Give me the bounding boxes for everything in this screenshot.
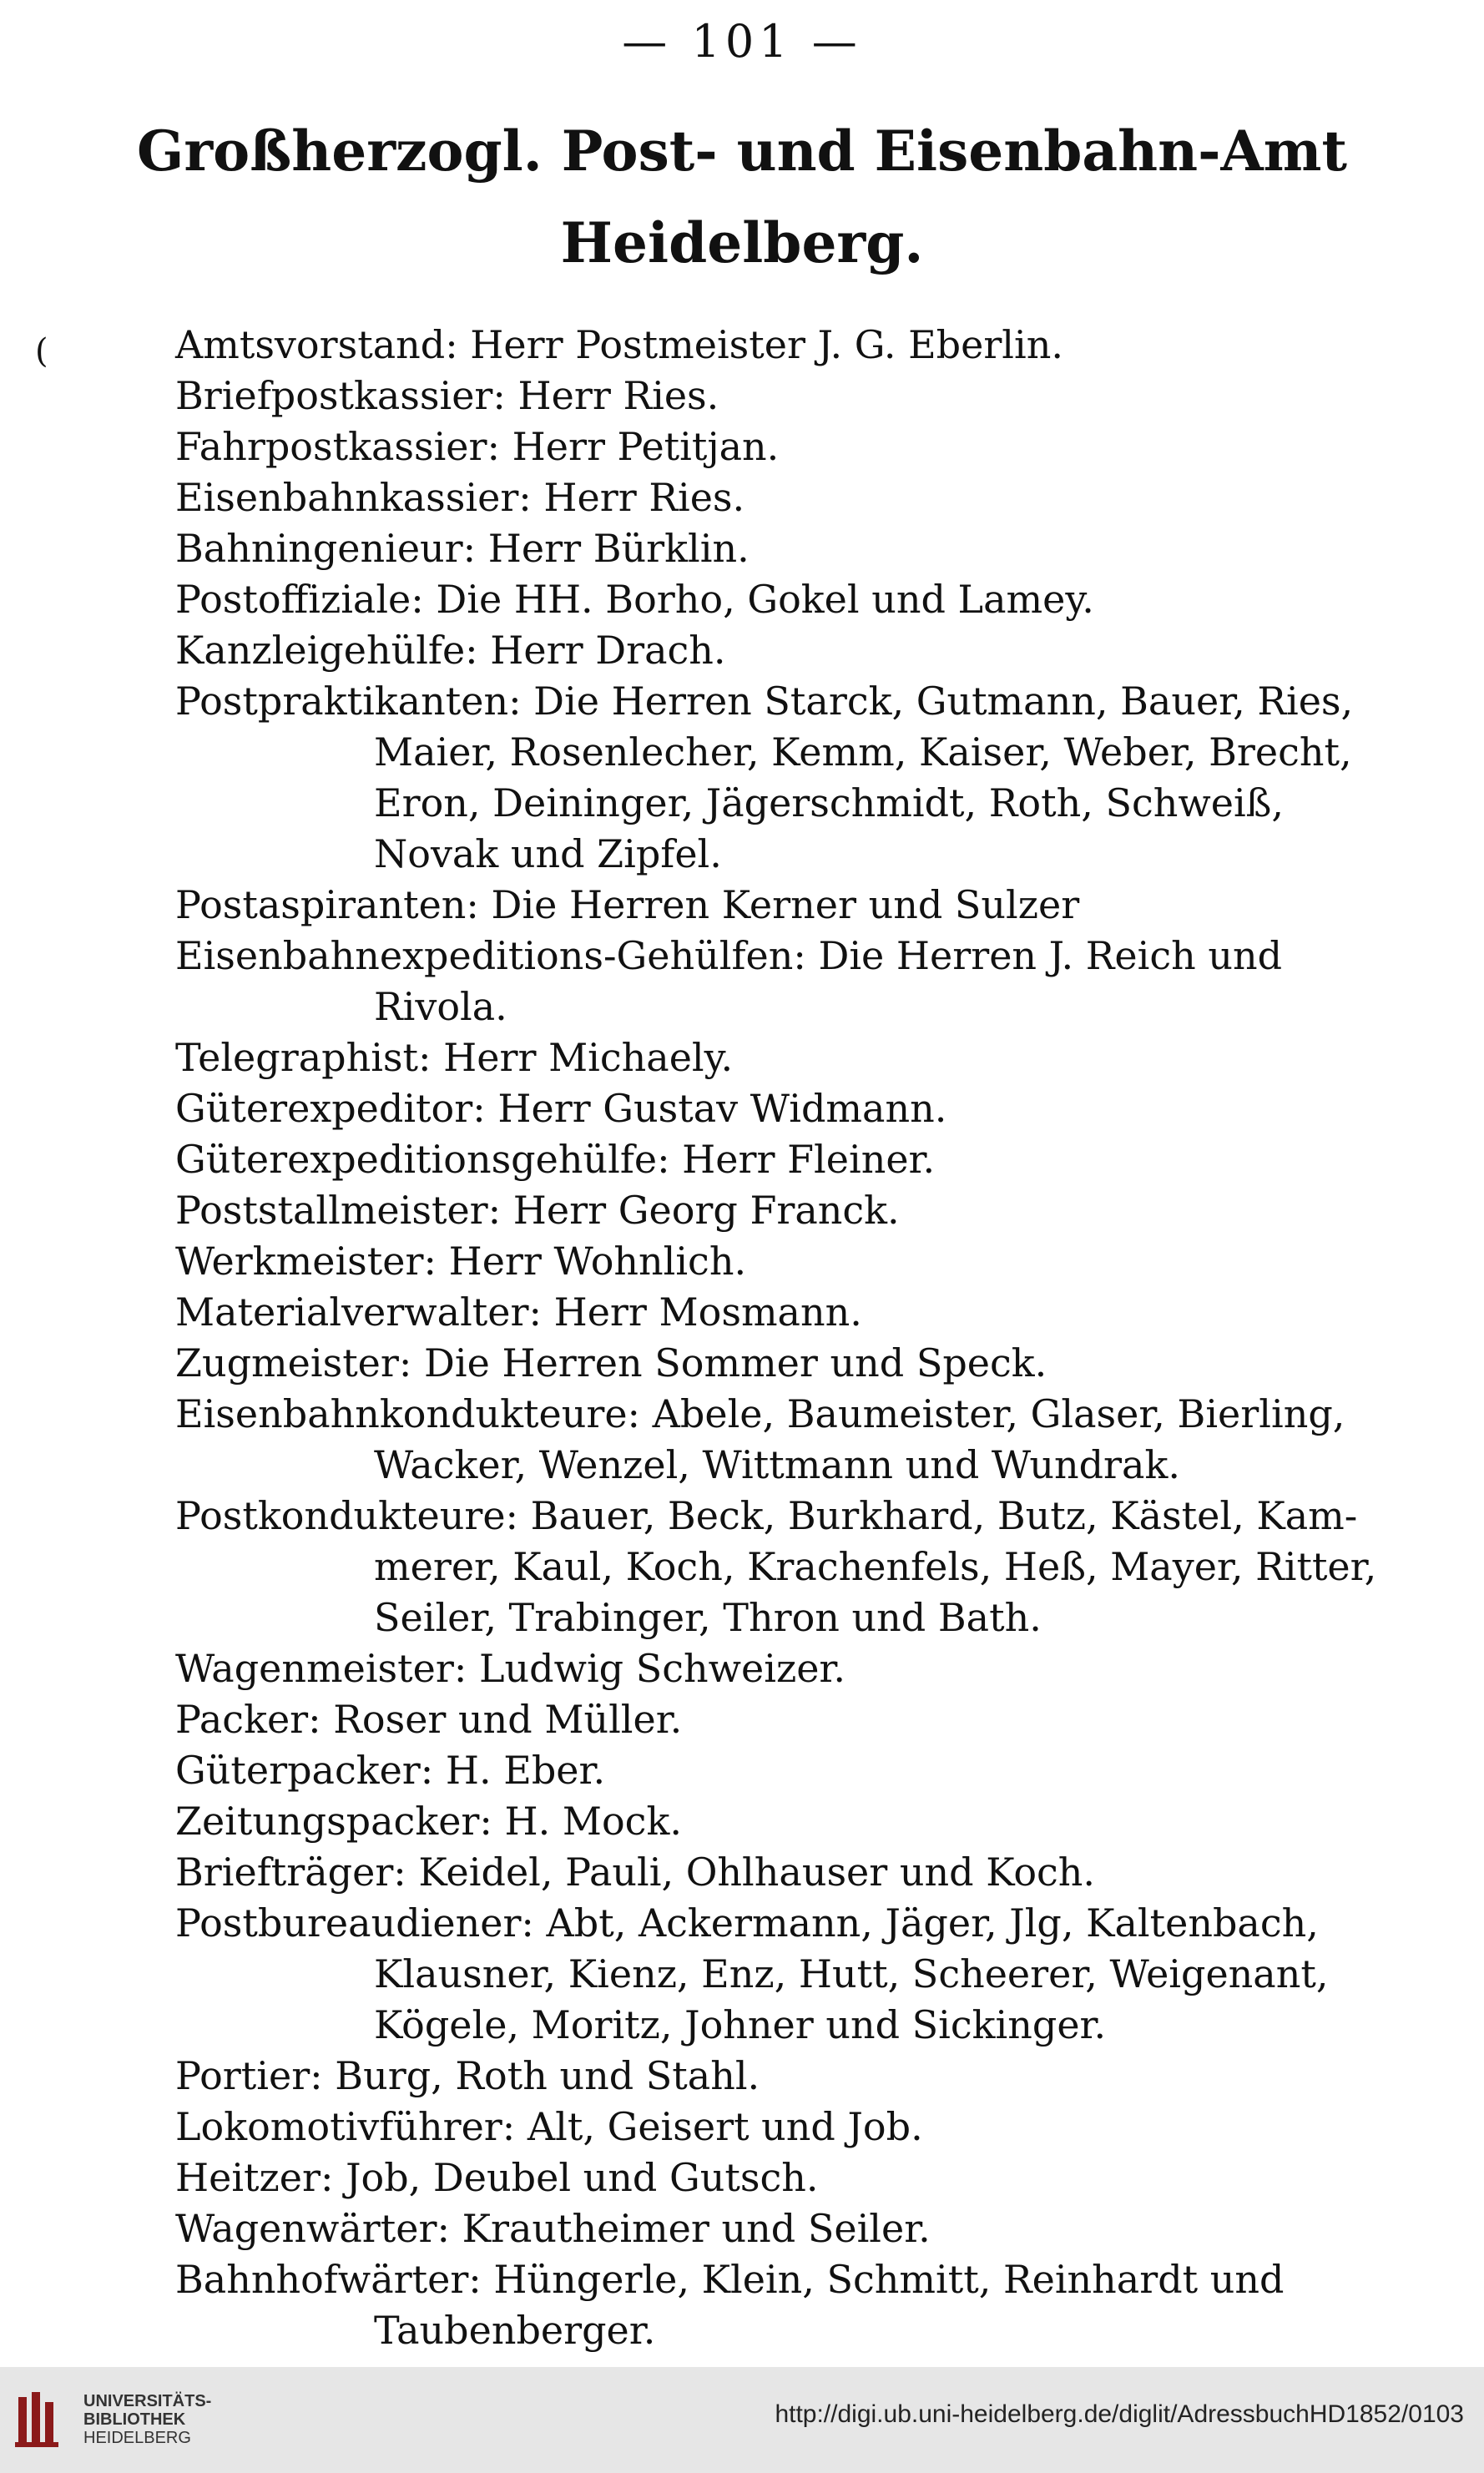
staff-entry: Briefträger: Keidel, Pauli, Ohlhauser und Koch.	[175, 1850, 1096, 1895]
library-logo-icon	[15, 2390, 65, 2449]
page-title-city: Heidelberg.	[560, 210, 924, 275]
staff-entry-continuation: Klausner, Kienz, Enz, Hutt, Scheerer, Weigenant,	[374, 1951, 1329, 1996]
staff-entry-continuation: Eron, Deininger, Jägerschmidt, Roth, Schweiß,	[374, 780, 1285, 825]
staff-entry-continuation: Novak und Zipfel.	[374, 831, 722, 876]
staff-entry-continuation: Maier, Rosenlecher, Kemm, Kaiser, Weber, Brecht,	[374, 729, 1352, 775]
staff-entry: Lokomotivführer: Alt, Geisert und Job.	[175, 2104, 923, 2149]
staff-entry: Zugmeister: Die Herren Sommer und Speck.	[175, 1340, 1047, 1385]
staff-entry: Eisenbahnkassier: Herr Ries.	[175, 475, 745, 520]
staff-entry-continuation: Kögele, Moritz, Johner und Sickinger.	[374, 2002, 1107, 2047]
staff-entry: Kanzleigehülfe: Herr Drach.	[175, 628, 726, 673]
margin-mark: (	[35, 332, 48, 371]
staff-entry-continuation: Wacker, Wenzel, Wittmann und Wundrak.	[374, 1442, 1180, 1487]
staff-entry: Briefpostkassier: Herr Ries.	[175, 373, 719, 418]
staff-entry: Postaspiranten: Die Herren Kerner und Sulzer	[175, 882, 1080, 927]
staff-entry: Bahningenieur: Herr Bürklin.	[175, 526, 750, 571]
staff-entry: Güterpacker: H. Eber.	[175, 1748, 606, 1793]
staff-entry: Zeitungspacker: H. Mock.	[175, 1799, 682, 1844]
staff-entry-continuation: Seiler, Trabinger, Thron und Bath.	[374, 1595, 1042, 1640]
staff-entry: Fahrpostkassier: Herr Petitjan.	[175, 424, 780, 469]
staff-entry-continuation: Taubenberger.	[374, 2308, 656, 2353]
staff-entry: Eisenbahnkondukteure: Abele, Baumeister, Glaser, Bierling,	[175, 1391, 1345, 1436]
staff-entry: Postkondukteure: Bauer, Beck, Burkhard, Butz, Kästel, Kam-	[175, 1493, 1358, 1538]
staff-entry: Postoffiziale: Die HH. Borho, Gokel und Lamey.	[175, 577, 1094, 622]
library-name-line2: BIBLIOTHEK	[83, 2410, 186, 2429]
staff-entry: Heitzer: Job, Deubel und Gutsch.	[175, 2155, 819, 2200]
library-name-line3: HEIDELBERG	[83, 2429, 191, 2447]
staff-entry: Poststallmeister: Herr Georg Franck.	[175, 1188, 900, 1233]
staff-entry-continuation: merer, Kaul, Koch, Krachenfels, Heß, Mayer, Ritter,	[374, 1544, 1377, 1589]
source-url[interactable]: http://digi.ub.uni-heidelberg.de/diglit/AdressbuchHD1852/0103	[775, 2400, 1464, 2428]
staff-entry: Telegraphist: Herr Michaely.	[175, 1035, 734, 1080]
staff-entry: Materialverwalter: Herr Mosmann.	[175, 1289, 862, 1335]
page-title: Großherzogl. Post- und Eisenbahn-Amt	[136, 119, 1348, 184]
staff-entry: Postpraktikanten: Die Herren Starck, Gutmann, Bauer, Ries,	[175, 679, 1354, 724]
staff-entry-continuation: Rivola.	[374, 984, 507, 1029]
staff-entry: Postbureaudiener: Abt, Ackermann, Jäger, Jlg, Kaltenbach,	[175, 1900, 1319, 1946]
staff-entry: Wagenmeister: Ludwig Schweizer.	[175, 1646, 845, 1691]
page-number: — 101 —	[622, 15, 862, 68]
staff-entry: Eisenbahnexpeditions-Gehülfen: Die Herren J. Reich und	[175, 933, 1283, 978]
staff-entry: Werkmeister: Herr Wohnlich.	[175, 1239, 747, 1284]
footer-bar	[0, 2367, 1484, 2473]
staff-entry: Packer: Roser und Müller.	[175, 1697, 683, 1742]
library-name-line1: UNIVERSITÄTS-	[83, 2392, 212, 2410]
staff-entry: Güterexpeditor: Herr Gustav Widmann.	[175, 1086, 947, 1131]
staff-entry: Bahnhofwärter: Hüngerle, Klein, Schmitt, Reinhardt und	[175, 2257, 1285, 2302]
library-name	[83, 2392, 211, 2447]
staff-entry: Portier: Burg, Roth und Stahl.	[175, 2053, 760, 2098]
staff-entry: Wagenwärter: Krautheimer und Seiler.	[175, 2206, 931, 2251]
staff-entry: Amtsvorstand: Herr Postmeister J. G. Eberlin.	[175, 322, 1063, 367]
staff-entry: Güterexpeditionsgehülfe: Herr Fleiner.	[175, 1137, 936, 1182]
